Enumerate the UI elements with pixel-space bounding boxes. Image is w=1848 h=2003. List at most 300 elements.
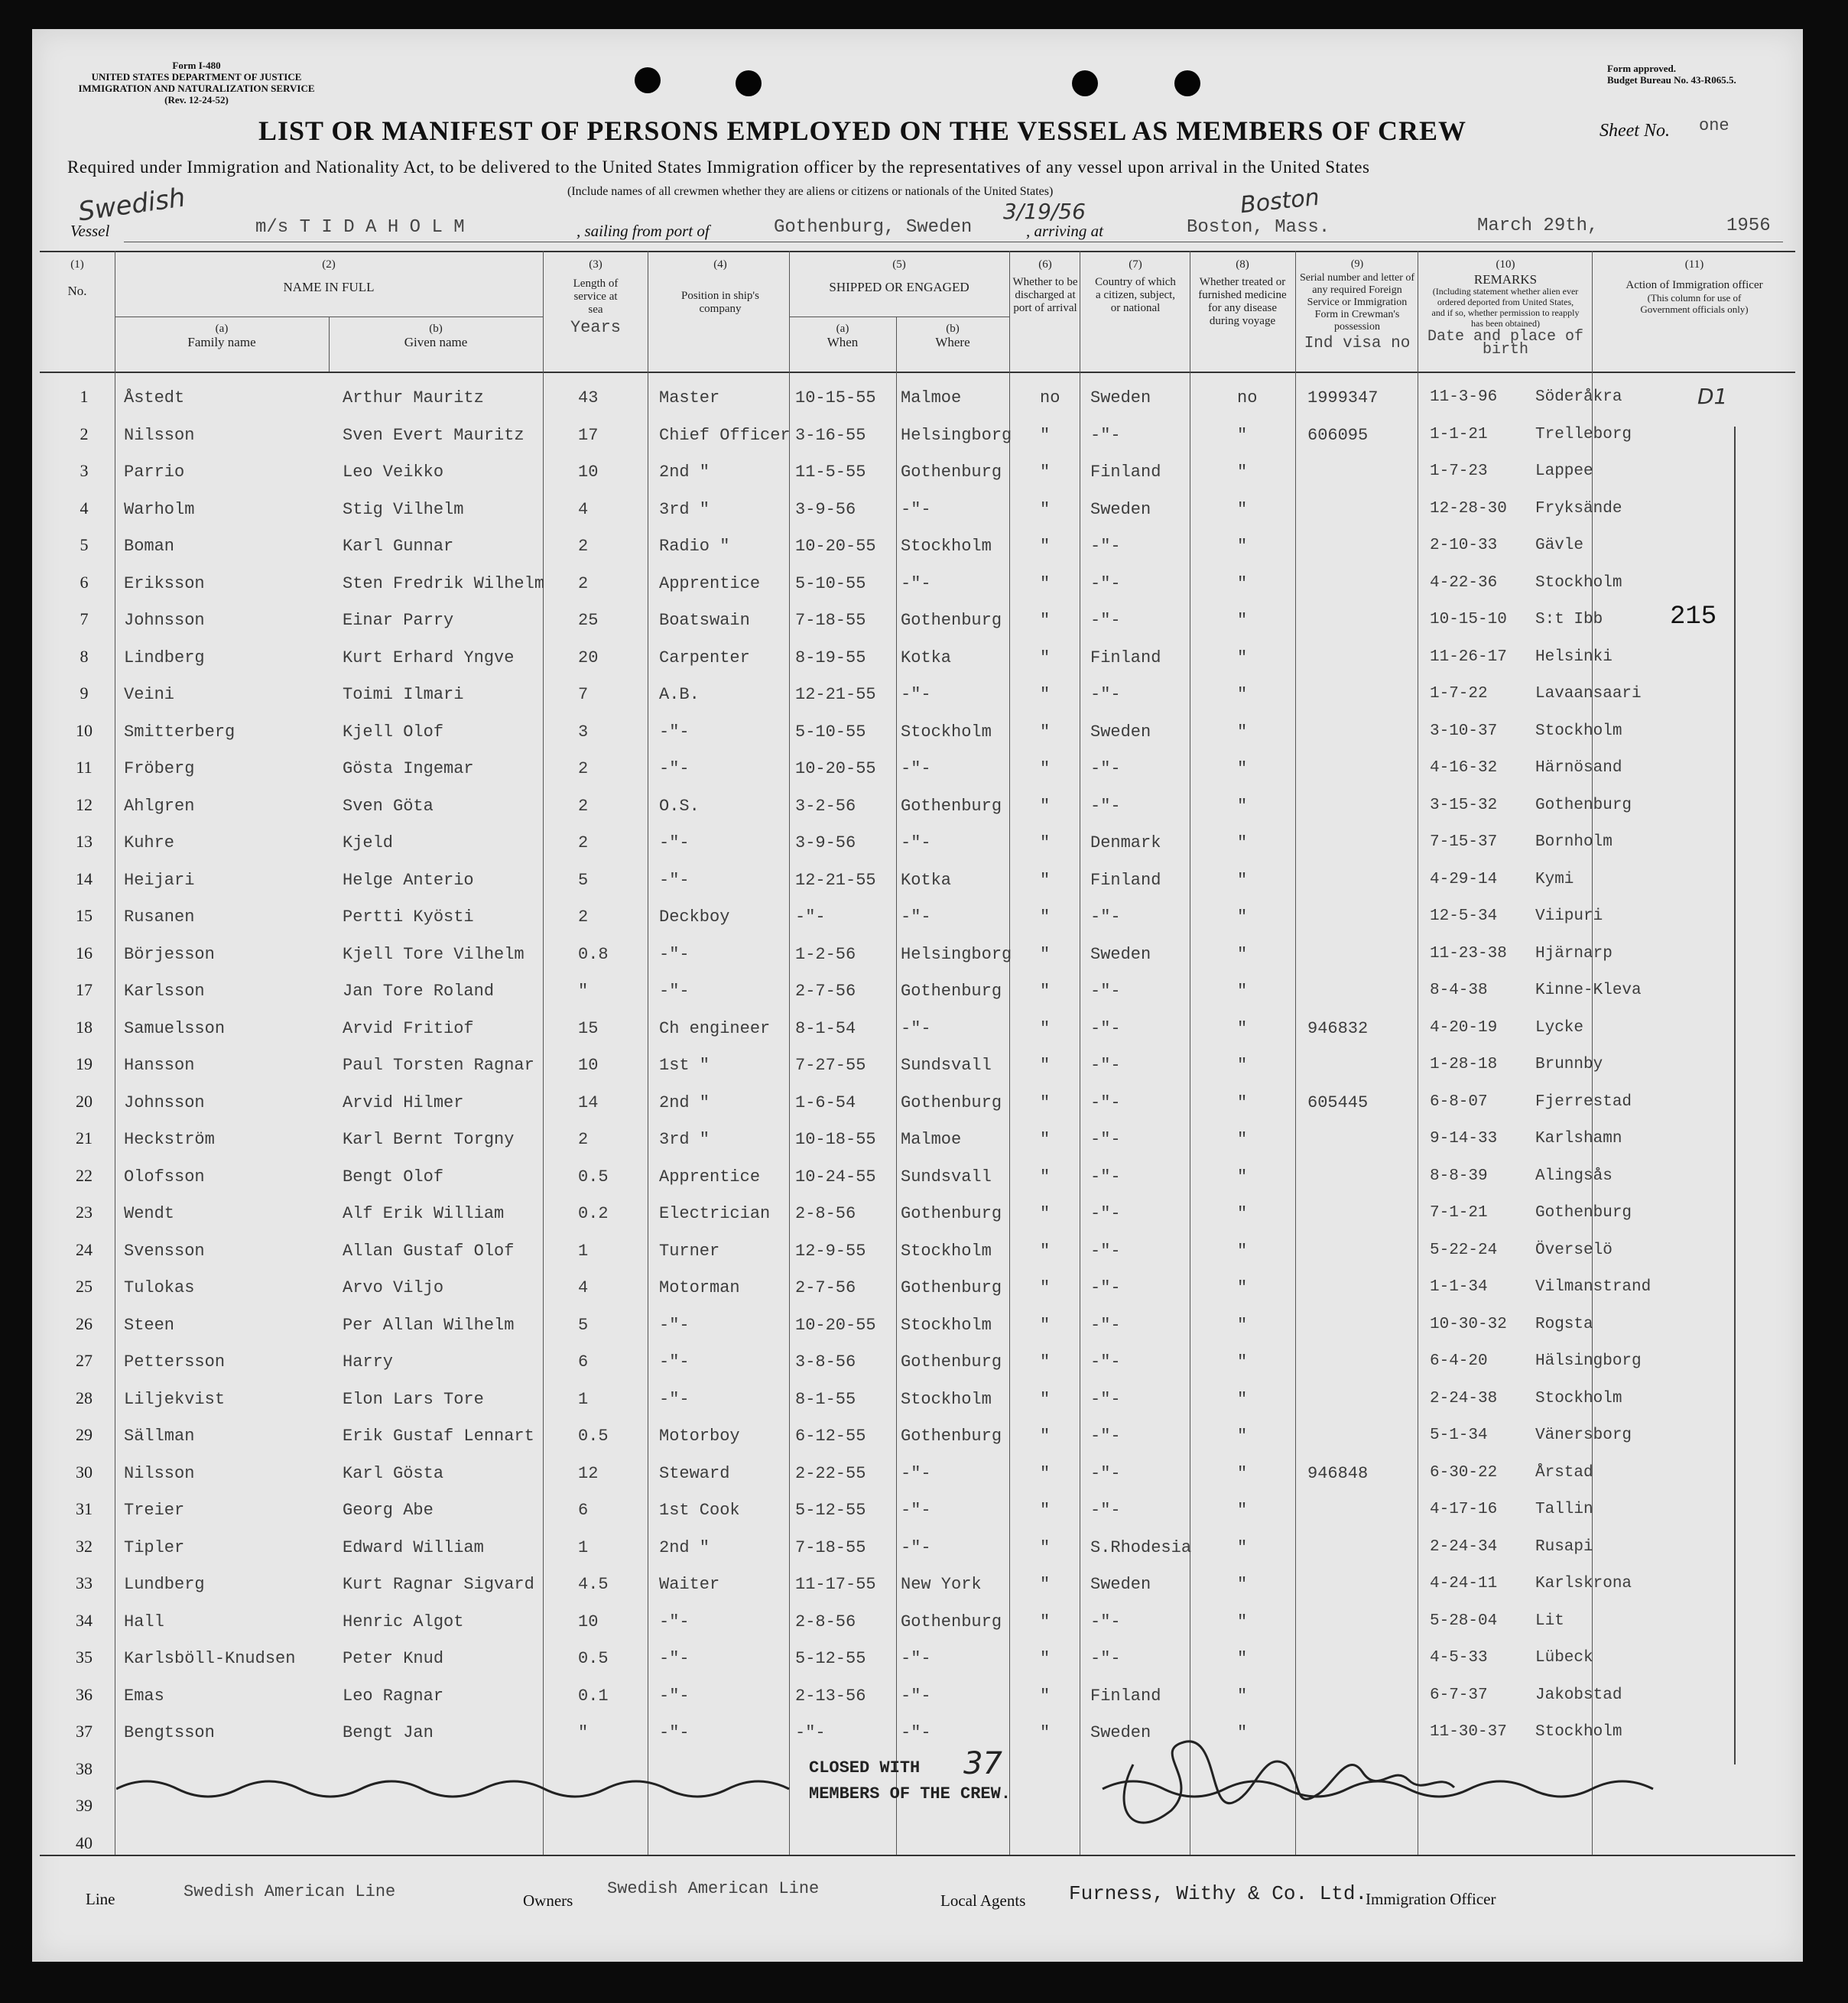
table-row bbox=[32, 1826, 1803, 1863]
shipped-where-cell: Stockholm bbox=[901, 1315, 992, 1335]
birth-date-cell: 7-15-37 bbox=[1430, 833, 1498, 851]
shipped-where-cell: Gothenburg bbox=[901, 1204, 1002, 1223]
family-name-cell: Parrio bbox=[124, 463, 185, 482]
position-cell: -"- bbox=[659, 722, 690, 742]
position-cell: Turner bbox=[659, 1241, 720, 1261]
birth-date-cell: 1-28-18 bbox=[1430, 1056, 1498, 1073]
given-name-cell: Allan Gustaf Olof bbox=[343, 1241, 515, 1261]
discharged-cell: " bbox=[1040, 1167, 1051, 1187]
table-row bbox=[32, 862, 1803, 899]
discharged-cell: " bbox=[1040, 573, 1051, 593]
birth-date-cell: 3-10-37 bbox=[1430, 722, 1498, 740]
owners-value: Swedish American Line bbox=[607, 1879, 820, 1898]
family-name-cell: Tipler bbox=[124, 1537, 185, 1557]
family-name-cell: Treier bbox=[124, 1501, 185, 1520]
country-cell: -"- bbox=[1090, 1278, 1121, 1297]
given-name-cell: Peter Knud bbox=[343, 1649, 444, 1668]
shipped-when-cell: 8-1-55 bbox=[795, 1389, 856, 1409]
shipped-where-cell: -"- bbox=[901, 759, 931, 778]
family-name-cell: Hansson bbox=[124, 1056, 195, 1075]
given-name-cell: Harry bbox=[343, 1352, 394, 1372]
birth-date-cell: 4-24-11 bbox=[1430, 1575, 1498, 1592]
shipped-where-cell: -"- bbox=[901, 1649, 931, 1668]
discharged-cell: " bbox=[1040, 463, 1051, 482]
position-cell: -"- bbox=[659, 870, 690, 890]
given-name-cell: Bengt Olof bbox=[343, 1167, 444, 1187]
position-cell: 2nd " bbox=[659, 1537, 710, 1557]
table-row bbox=[32, 528, 1803, 565]
given-name-cell: Toimi Ilmari bbox=[343, 685, 464, 704]
birth-date-cell: 1-7-22 bbox=[1430, 685, 1488, 703]
years-at-sea-cell: 17 bbox=[578, 425, 599, 445]
table-row bbox=[32, 1640, 1803, 1677]
position-cell: -"- bbox=[659, 759, 690, 778]
birth-place-cell: Hälsingborg bbox=[1535, 1352, 1642, 1370]
row-number: 14 bbox=[76, 868, 93, 888]
table-top-border bbox=[40, 251, 1795, 252]
birth-date-cell: 5-1-34 bbox=[1430, 1427, 1488, 1444]
birth-date-cell: 6-4-20 bbox=[1430, 1352, 1488, 1370]
country-cell: -"- bbox=[1090, 907, 1121, 927]
row-number: 3 bbox=[80, 461, 89, 480]
shipped-where-cell: Malmoe bbox=[901, 388, 962, 407]
birth-place-cell: Stockholm bbox=[1535, 1723, 1622, 1741]
shipped-when-cell: 3-16-55 bbox=[795, 425, 866, 445]
family-name-cell: Kuhre bbox=[124, 833, 175, 852]
position-cell: 2nd " bbox=[659, 1092, 710, 1112]
approval-block bbox=[1607, 63, 1783, 86]
shipped-when-cell: 10-18-55 bbox=[795, 1130, 876, 1149]
birth-place-cell: Lavaansaari bbox=[1535, 685, 1642, 703]
shipped-where-cell: Gothenburg bbox=[901, 1278, 1002, 1297]
row-number: 16 bbox=[76, 943, 93, 963]
discharged-cell: " bbox=[1040, 870, 1051, 890]
given-name-cell: Arvo Viljo bbox=[343, 1278, 444, 1297]
shipped-when-cell: 10-20-55 bbox=[795, 537, 876, 556]
closing-wavy-line bbox=[116, 1758, 1722, 1820]
sheet-label: Sheet No. bbox=[1600, 121, 1670, 141]
shipped-when-cell: 7-27-55 bbox=[795, 1056, 866, 1075]
treated-cell: " bbox=[1237, 1649, 1248, 1668]
position-cell: Carpenter bbox=[659, 648, 750, 667]
table-row bbox=[32, 453, 1803, 491]
shipped-where-cell: Malmoe bbox=[901, 1130, 962, 1149]
country-cell: -"- bbox=[1090, 1315, 1121, 1335]
row-number: 21 bbox=[76, 1128, 93, 1148]
years-at-sea-cell: 4 bbox=[578, 499, 589, 519]
years-at-sea-cell: 14 bbox=[578, 1092, 599, 1112]
shipped-where-cell: Gothenburg bbox=[901, 1092, 1002, 1112]
given-name-cell: Georg Abe bbox=[343, 1501, 434, 1520]
shipped-when-cell: 2-13-56 bbox=[795, 1686, 866, 1706]
country-cell: -"- bbox=[1090, 425, 1121, 445]
family-name-cell: Veini bbox=[124, 685, 175, 704]
table-row bbox=[32, 824, 1803, 862]
years-at-sea-cell: 2 bbox=[578, 573, 589, 593]
table-row bbox=[32, 1121, 1803, 1158]
row-number: 13 bbox=[76, 832, 93, 851]
row-number: 4 bbox=[80, 498, 89, 518]
treated-cell: " bbox=[1237, 722, 1248, 742]
birth-date-cell: 2-10-33 bbox=[1430, 537, 1498, 554]
birth-place-cell: Härnösand bbox=[1535, 759, 1622, 777]
shipped-when-cell: 2-7-56 bbox=[795, 1278, 856, 1297]
birth-date-cell: 4-22-36 bbox=[1430, 573, 1498, 592]
treated-cell: " bbox=[1237, 1575, 1248, 1594]
serial-number-cell: 1999347 bbox=[1307, 388, 1379, 407]
row-number: 27 bbox=[76, 1351, 93, 1370]
birth-date-cell: 4-17-16 bbox=[1430, 1501, 1498, 1518]
shipped-when-cell: 7-18-55 bbox=[795, 1537, 866, 1557]
given-name-cell: Kjell Olof bbox=[343, 722, 444, 742]
shipped-where-cell: -"- bbox=[901, 1723, 931, 1742]
given-name-cell: Einar Parry bbox=[343, 611, 454, 630]
position-cell: -"- bbox=[659, 1686, 690, 1706]
family-name-cell: Nilsson bbox=[124, 1463, 195, 1483]
shipped-where-cell: Kotka bbox=[901, 648, 952, 667]
row-number: 26 bbox=[76, 1313, 93, 1333]
birth-place-cell: Rusapi bbox=[1535, 1537, 1593, 1556]
treated-cell: " bbox=[1237, 648, 1248, 667]
years-at-sea-cell: 1 bbox=[578, 1241, 589, 1261]
birth-place-cell: Brunnby bbox=[1535, 1056, 1603, 1073]
given-name-cell: Leo Veikko bbox=[343, 463, 444, 482]
stamp-number: 215 bbox=[1670, 602, 1717, 631]
discharged-cell: " bbox=[1040, 611, 1051, 630]
treated-cell: " bbox=[1237, 1018, 1248, 1038]
table-row bbox=[32, 379, 1803, 417]
table-row bbox=[32, 639, 1803, 677]
shipped-when-cell: 2-8-56 bbox=[795, 1204, 856, 1223]
table-row bbox=[32, 1417, 1803, 1455]
treated-cell: " bbox=[1237, 685, 1248, 704]
corner-initials: D1 bbox=[1697, 384, 1728, 409]
treated-cell: no bbox=[1237, 388, 1258, 407]
table-row bbox=[32, 1492, 1803, 1529]
years-at-sea-cell: 6 bbox=[578, 1352, 589, 1372]
birth-date-cell: 9-14-33 bbox=[1430, 1130, 1498, 1148]
country-cell: Finland bbox=[1090, 870, 1161, 890]
years-at-sea-cell: 0.2 bbox=[578, 1204, 609, 1223]
birth-date-cell: 12-5-34 bbox=[1430, 907, 1498, 925]
family-name-cell: Lindberg bbox=[124, 648, 205, 667]
position-cell: Apprentice bbox=[659, 573, 761, 593]
position-cell: Deckboy bbox=[659, 907, 730, 927]
position-cell: -"- bbox=[659, 1389, 690, 1409]
row-number: 25 bbox=[76, 1277, 93, 1296]
form-number: Form I-480 bbox=[172, 60, 221, 71]
discharged-cell: " bbox=[1040, 1278, 1051, 1297]
shipped-when-cell: 2-22-55 bbox=[795, 1463, 866, 1483]
given-name-cell: Kurt Ragnar Sigvard bbox=[343, 1575, 534, 1594]
shipped-when-cell: 5-10-55 bbox=[795, 722, 866, 742]
given-name-cell: Karl Gunnar bbox=[343, 537, 454, 556]
row-number: 28 bbox=[76, 1388, 93, 1407]
header-bottom-border bbox=[40, 372, 1795, 373]
revision: (Rev. 12-24-52) bbox=[164, 94, 229, 106]
discharged-cell: " bbox=[1040, 1612, 1051, 1631]
country-cell: -"- bbox=[1090, 1389, 1121, 1409]
given-name-cell: Paul Torsten Ragnar bbox=[343, 1056, 534, 1075]
shipped-when-cell: 11-17-55 bbox=[795, 1575, 876, 1594]
col7-header: (7) Country of which a citizen, subject, or national bbox=[1095, 258, 1176, 314]
line-value: Swedish American Line bbox=[184, 1882, 396, 1901]
table-row bbox=[32, 1714, 1803, 1751]
position-cell: Chief Officer bbox=[659, 425, 791, 445]
shipped-where-cell: Gothenburg bbox=[901, 796, 1002, 816]
discharged-cell: " bbox=[1040, 833, 1051, 852]
years-at-sea-cell: 10 bbox=[578, 1612, 599, 1631]
birth-date-cell: 5-22-24 bbox=[1430, 1241, 1498, 1259]
shipped-where-cell: Stockholm bbox=[901, 537, 992, 556]
years-at-sea-cell: 1 bbox=[578, 1537, 589, 1557]
shipped-when-cell: 12-9-55 bbox=[795, 1241, 866, 1261]
shipped-where-cell: Stockholm bbox=[901, 1389, 992, 1409]
birth-place-cell: Stockholm bbox=[1535, 573, 1622, 592]
closing-count: 37 bbox=[963, 1746, 1002, 1781]
arrival-date: March 29th, bbox=[1477, 216, 1599, 236]
years-at-sea-cell: 0.8 bbox=[578, 944, 609, 964]
birth-date-cell: 6-7-37 bbox=[1430, 1686, 1488, 1704]
years-at-sea-cell: 4.5 bbox=[578, 1575, 609, 1594]
table-row bbox=[32, 1677, 1803, 1715]
discharged-cell: " bbox=[1040, 1463, 1051, 1483]
shipped-when-cell: 8-1-54 bbox=[795, 1018, 856, 1038]
hand-date-note: 3/19/56 bbox=[1003, 199, 1086, 224]
table-row bbox=[32, 1566, 1803, 1603]
shipped-where-cell: -"- bbox=[901, 907, 931, 927]
discharged-cell: no bbox=[1040, 388, 1060, 407]
birth-date-cell: 1-1-21 bbox=[1430, 425, 1488, 443]
position-cell: Waiter bbox=[659, 1575, 720, 1594]
birth-date-cell: 11-3-96 bbox=[1430, 388, 1498, 406]
table-row bbox=[32, 491, 1803, 528]
table-row bbox=[32, 1158, 1803, 1196]
position-cell: Boatswain bbox=[659, 611, 750, 630]
birth-date-cell: 11-26-17 bbox=[1430, 648, 1507, 666]
treated-cell: " bbox=[1237, 1130, 1248, 1149]
shipped-where-cell: Gothenburg bbox=[901, 1352, 1002, 1372]
row-number: 38 bbox=[76, 1758, 93, 1778]
visa-hand-label: Ind visa no bbox=[1304, 335, 1411, 352]
punch-hole bbox=[1174, 70, 1200, 96]
birth-place-cell: Rogsta bbox=[1535, 1315, 1593, 1333]
birth-date-cell: 5-28-04 bbox=[1430, 1612, 1498, 1630]
officer-signature bbox=[1103, 1719, 1470, 1841]
birth-place-cell: Kymi bbox=[1535, 870, 1574, 888]
shipped-where-cell: -"- bbox=[901, 1537, 931, 1557]
family-name-cell: Karlsson bbox=[124, 982, 205, 1001]
service: IMMIGRATION AND NATURALIZATION SERVICE bbox=[78, 83, 315, 94]
years-at-sea-cell: 15 bbox=[578, 1018, 599, 1038]
treated-cell: " bbox=[1237, 1278, 1248, 1297]
discharged-cell: " bbox=[1040, 685, 1051, 704]
years-at-sea-cell: 1 bbox=[578, 1389, 589, 1409]
shipped-when-cell: 10-15-55 bbox=[795, 388, 876, 407]
treated-cell: " bbox=[1237, 1537, 1248, 1557]
years-hand-label: Years bbox=[570, 318, 621, 337]
years-at-sea-cell: 7 bbox=[578, 685, 589, 704]
years-at-sea-cell: 2 bbox=[578, 833, 589, 852]
shipped-where-cell: Gothenburg bbox=[901, 982, 1002, 1001]
line-label: Line bbox=[86, 1890, 115, 1908]
col5b-header: (b) Where bbox=[935, 323, 970, 349]
given-name-cell: Henric Algot bbox=[343, 1612, 464, 1631]
discharged-cell: " bbox=[1040, 1575, 1051, 1594]
years-at-sea-cell: 2 bbox=[578, 1130, 589, 1149]
serial-number-cell: 946848 bbox=[1307, 1463, 1369, 1483]
birth-date-cell: 3-15-32 bbox=[1430, 796, 1498, 814]
birth-place-cell: Gävle bbox=[1535, 537, 1584, 554]
row-number: 19 bbox=[76, 1054, 93, 1073]
col2b-header: (b) Given name bbox=[404, 323, 468, 349]
country-cell: -"- bbox=[1090, 759, 1121, 778]
family-name-cell: Börjesson bbox=[124, 944, 215, 964]
family-name-cell: Steen bbox=[124, 1315, 175, 1335]
years-at-sea-cell: 2 bbox=[578, 759, 589, 778]
position-cell: A.B. bbox=[659, 685, 700, 704]
years-at-sea-cell: " bbox=[578, 1723, 589, 1742]
row-number: 29 bbox=[76, 1425, 93, 1444]
table-row bbox=[32, 1343, 1803, 1381]
shipped-where-cell: -"- bbox=[901, 1018, 931, 1038]
shipped-where-cell: New York bbox=[901, 1575, 982, 1594]
discharged-cell: " bbox=[1040, 944, 1051, 964]
country-cell: Sweden bbox=[1090, 499, 1151, 519]
birth-place-cell: Lycke bbox=[1535, 1018, 1584, 1037]
table-row bbox=[32, 1269, 1803, 1307]
discharged-cell: " bbox=[1040, 537, 1051, 556]
shipped-when-cell: 2-8-56 bbox=[795, 1612, 856, 1631]
shipped-where-cell: Helsingborg bbox=[901, 944, 1012, 964]
country-cell: S.Rhodesia bbox=[1090, 1537, 1192, 1557]
given-name-cell: Leo Ragnar bbox=[343, 1686, 444, 1706]
treated-cell: " bbox=[1237, 1092, 1248, 1112]
row-number: 32 bbox=[76, 1536, 93, 1556]
row-number: 24 bbox=[76, 1239, 93, 1259]
treated-cell: " bbox=[1237, 1612, 1248, 1631]
years-at-sea-cell: 5 bbox=[578, 1315, 589, 1335]
col11-header: (11) Action of Immigration officer (This column for use of Government officials only) bbox=[1626, 258, 1763, 315]
shipped-where-cell: Kotka bbox=[901, 870, 952, 890]
family-name-cell: Smitterberg bbox=[124, 722, 235, 742]
given-name-cell: Erik Gustaf Lennart bbox=[343, 1427, 534, 1446]
col2a-header: (a) Family name bbox=[187, 323, 256, 349]
birth-place-cell: Fjerrestad bbox=[1535, 1092, 1632, 1111]
table-row bbox=[32, 417, 1803, 454]
position-cell: 1st " bbox=[659, 1056, 710, 1075]
position-cell: Steward bbox=[659, 1463, 730, 1483]
treated-cell: " bbox=[1237, 499, 1248, 519]
family-name-cell: Åstedt bbox=[124, 388, 185, 407]
row-number: 11 bbox=[76, 758, 93, 777]
col3-header: (3) Length of service at sea Years bbox=[549, 258, 642, 334]
table-row bbox=[32, 713, 1803, 751]
given-name-cell: Karl Bernt Torgny bbox=[343, 1130, 515, 1149]
position-cell: 3rd " bbox=[659, 1130, 710, 1149]
years-at-sea-cell: 10 bbox=[578, 463, 599, 482]
treated-cell: " bbox=[1237, 1686, 1248, 1706]
discharged-cell: " bbox=[1040, 1018, 1051, 1038]
discharged-cell: " bbox=[1040, 1315, 1051, 1335]
country-cell: -"- bbox=[1090, 1241, 1121, 1261]
vessel-label: Vessel bbox=[70, 222, 110, 240]
page-title: LIST OR MANIFEST OF PERSONS EMPLOYED ON THE VESSEL AS MEMBERS OF CREW bbox=[258, 115, 1466, 146]
birth-place-cell: Fryksände bbox=[1535, 499, 1622, 518]
family-name-cell: Nilsson bbox=[124, 425, 195, 445]
years-at-sea-cell: 12 bbox=[578, 1463, 599, 1483]
family-name-cell: Rusanen bbox=[124, 907, 195, 927]
shipped-where-cell: -"- bbox=[901, 573, 931, 593]
budget-bureau: Budget Bureau No. 43-R065.5. bbox=[1607, 74, 1736, 86]
shipped-where-cell: -"- bbox=[901, 1501, 931, 1520]
row-number: 18 bbox=[76, 1017, 93, 1037]
given-name-cell: Kjell Tore Vilhelm bbox=[343, 944, 525, 964]
owners-label: Owners bbox=[523, 1891, 573, 1910]
shipped-when-cell: 10-20-55 bbox=[795, 1315, 876, 1335]
given-name-cell: Edward William bbox=[343, 1537, 484, 1557]
table-row bbox=[32, 602, 1803, 639]
discharged-cell: " bbox=[1040, 1241, 1051, 1261]
treated-cell: " bbox=[1237, 833, 1248, 852]
years-at-sea-cell: 0.5 bbox=[578, 1427, 609, 1446]
birth-place-cell: Stockholm bbox=[1535, 722, 1622, 740]
table-row bbox=[32, 1455, 1803, 1492]
arrival-port: Boston, Mass. bbox=[1187, 217, 1330, 238]
birth-place-cell: Vilmanstrand bbox=[1535, 1278, 1652, 1296]
row-number: 17 bbox=[76, 980, 93, 999]
treated-cell: " bbox=[1237, 1204, 1248, 1223]
country-cell: Sweden bbox=[1090, 1575, 1151, 1594]
years-at-sea-cell: 4 bbox=[578, 1278, 589, 1297]
row-number: 1 bbox=[80, 387, 89, 406]
shipped-when-cell: 5-10-55 bbox=[795, 573, 866, 593]
row-number: 31 bbox=[76, 1499, 93, 1518]
given-name-cell: Elon Lars Tore bbox=[343, 1389, 484, 1409]
family-name-cell: Boman bbox=[124, 537, 175, 556]
hand-boston-note: Boston bbox=[1239, 183, 1321, 219]
country-cell: -"- bbox=[1090, 796, 1121, 816]
country-cell: -"- bbox=[1090, 1204, 1121, 1223]
table-row bbox=[32, 787, 1803, 825]
row-number: 5 bbox=[80, 535, 89, 554]
birth-date-cell: 1-1-34 bbox=[1430, 1278, 1488, 1296]
discharged-cell: " bbox=[1040, 907, 1051, 927]
shipped-when-cell: 7-18-55 bbox=[795, 611, 866, 630]
country-cell: -"- bbox=[1090, 1167, 1121, 1187]
family-name-cell: Pettersson bbox=[124, 1352, 226, 1372]
years-at-sea-cell: 25 bbox=[578, 611, 599, 630]
table-row bbox=[32, 1529, 1803, 1566]
discharged-cell: " bbox=[1040, 1686, 1051, 1706]
col10-header: (10) REMARKS (Including statement whether alien ever ordered deported from United States, and if so, whether permission to reapply has been obtained) Date and place of birth bbox=[1419, 258, 1592, 356]
shipped-where-cell: Stockholm bbox=[901, 1241, 992, 1261]
country-cell: -"- bbox=[1090, 1056, 1121, 1075]
row-number: 2 bbox=[80, 424, 89, 443]
country-cell: -"- bbox=[1090, 1018, 1121, 1038]
treated-cell: " bbox=[1237, 537, 1248, 556]
birth-place-cell: S:t Ibb bbox=[1535, 611, 1603, 628]
agents-label: Local Agents bbox=[940, 1891, 1026, 1910]
country-cell: -"- bbox=[1090, 611, 1121, 630]
treated-cell: " bbox=[1237, 1427, 1248, 1446]
family-name-cell: Heckström bbox=[124, 1130, 215, 1149]
col1-header: (1) No. bbox=[67, 258, 87, 298]
col5-header: (5) SHIPPED OR ENGAGED bbox=[829, 258, 969, 294]
country-cell: -"- bbox=[1090, 685, 1121, 704]
position-cell: -"- bbox=[659, 1649, 690, 1668]
treated-cell: " bbox=[1237, 1315, 1248, 1335]
